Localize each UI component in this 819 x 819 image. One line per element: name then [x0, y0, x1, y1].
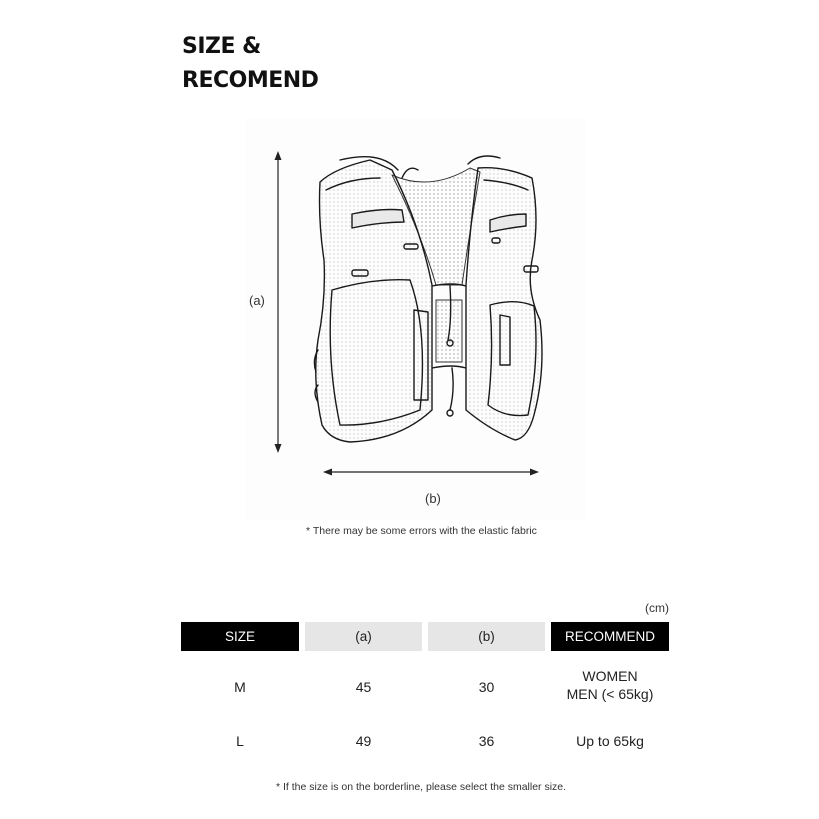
header-b: (b)	[428, 622, 545, 651]
title-line-1: SIZE &	[182, 34, 261, 59]
fabric-note: * There may be some errors with the elastic fabric	[306, 525, 537, 537]
dimension-arrow-b	[323, 469, 539, 476]
cell-recommend: Up to 65kg	[576, 733, 644, 749]
dimension-arrow-a	[275, 151, 282, 453]
recommend-line-2: MEN (< 65kg)	[566, 686, 654, 702]
cell-a: 45	[355, 679, 372, 695]
cell-a: 49	[355, 733, 372, 749]
size-footnote: * If the size is on the borderline, please select the smaller size.	[276, 781, 567, 793]
title-line-2: RECOMEND	[182, 68, 319, 93]
cell-size: M	[234, 679, 246, 695]
header-recommend: RECOMMEND	[551, 622, 669, 651]
dimension-label-a: (a)	[249, 293, 265, 308]
dimension-label-b: (b)	[425, 491, 441, 506]
cell-b: 36	[478, 733, 495, 749]
cell-recommend	[551, 667, 669, 703]
header-a: (a)	[305, 622, 422, 651]
cell-size: L	[236, 733, 244, 749]
unit-label: (cm)	[645, 601, 669, 615]
cell-b: 30	[478, 679, 495, 695]
header-size: SIZE	[181, 622, 299, 651]
vest-outline	[314, 156, 542, 442]
recommend-line-1: WOMEN	[582, 668, 638, 684]
